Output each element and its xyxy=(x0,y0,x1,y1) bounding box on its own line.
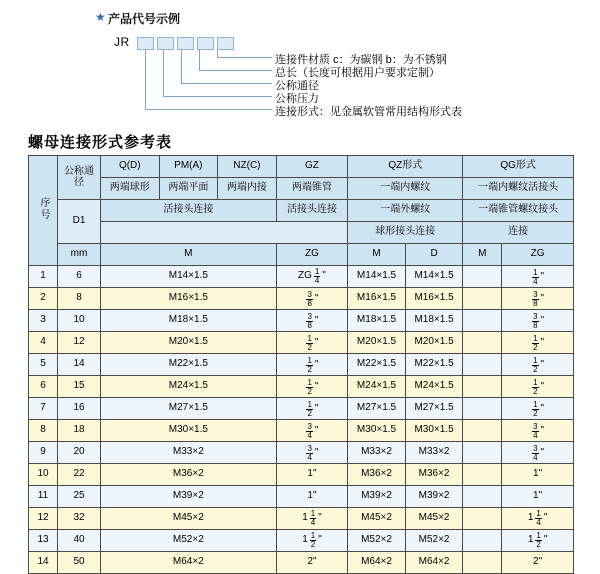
cell-qz-d: M27×1.5 xyxy=(405,398,463,420)
cell-nominal-diameter: 12 xyxy=(58,332,101,354)
cell-qg-zg: $\frac{3}{4}$ " xyxy=(502,420,574,442)
table-header-row-5 xyxy=(29,244,574,266)
cell-qg-m xyxy=(463,376,502,398)
legend-label-2: 总长（长度可根据用户要求定制） xyxy=(275,67,440,79)
cell-qz-m: M27×1.5 xyxy=(348,398,406,420)
cell-qg-m xyxy=(463,332,502,354)
cell-nominal-diameter: 20 xyxy=(58,442,101,464)
table-row xyxy=(29,354,574,376)
table-row xyxy=(29,552,574,574)
cell-gz-zg: 1" xyxy=(276,464,348,486)
header-qg-desc: 一端内螺纹活接头 xyxy=(463,178,574,200)
header-nominal-diameter: 公称通径 xyxy=(58,156,101,200)
table-row xyxy=(29,508,574,530)
table-row xyxy=(29,530,574,552)
cell-qg-zg: $\frac{1}{2}$ " xyxy=(502,354,574,376)
cell-gz-zg: 2" xyxy=(276,552,348,574)
cell-qg-m xyxy=(463,310,502,332)
cell-m-thread: M36×2 xyxy=(101,464,277,486)
header-qd-desc: 两端球形 xyxy=(101,178,160,200)
cell-gz-zg: $\frac{3}{8}$ " xyxy=(276,288,348,310)
cell-nominal-diameter: 10 xyxy=(58,310,101,332)
cell-qg-zg: $\frac{1}{2}$ " xyxy=(502,332,574,354)
cell-qg-m xyxy=(463,530,502,552)
cell-qz-d: M24×1.5 xyxy=(405,376,463,398)
cell-nominal-diameter: 8 xyxy=(58,288,101,310)
legend-label-3: 公称通径 xyxy=(275,80,319,92)
cell-qg-m xyxy=(463,486,502,508)
header-unit-qz-d: D xyxy=(405,244,463,266)
header-unit-qz-m: M xyxy=(348,244,406,266)
cell-qg-m xyxy=(463,398,502,420)
cell-m-thread: M22×1.5 xyxy=(101,354,277,376)
table-row xyxy=(29,486,574,508)
leader-h-2 xyxy=(199,70,272,71)
cell-qg-m xyxy=(463,420,502,442)
cell-qz-m: M64×2 xyxy=(348,552,406,574)
cell-m-thread: M18×1.5 xyxy=(101,310,277,332)
header-unit-qg-zg: ZG xyxy=(502,244,574,266)
table-row xyxy=(29,442,574,464)
header-qg-connect: 连接 xyxy=(463,222,574,244)
cell-nominal-diameter: 40 xyxy=(58,530,101,552)
cell-m-thread: M39×2 xyxy=(101,486,277,508)
leader-v-2 xyxy=(199,49,200,70)
leader-v-4 xyxy=(163,49,164,96)
cell-seq: 10 xyxy=(29,464,58,486)
cell-qz-m: M22×1.5 xyxy=(348,354,406,376)
table-row xyxy=(29,464,574,486)
leader-v-1 xyxy=(217,49,218,57)
cell-qz-d: M16×1.5 xyxy=(405,288,463,310)
cell-seq: 7 xyxy=(29,398,58,420)
cell-gz-zg: $\frac{1}{2}$ " xyxy=(276,376,348,398)
cell-qg-zg: 1 $\frac{1}{2}$ " xyxy=(502,530,574,552)
table-row xyxy=(29,266,574,288)
cell-seq: 8 xyxy=(29,420,58,442)
cell-nominal-diameter: 14 xyxy=(58,354,101,376)
cell-qg-zg: $\frac{3}{4}$ " xyxy=(502,442,574,464)
legend-title: 产品代号示例 xyxy=(108,12,181,26)
cell-m-thread: M52×2 xyxy=(101,530,277,552)
cell-qz-d: M36×2 xyxy=(405,464,463,486)
cell-qg-m xyxy=(463,552,502,574)
cell-m-thread: M33×2 xyxy=(101,442,277,464)
table-row xyxy=(29,398,574,420)
nut-connection-table xyxy=(28,155,574,574)
table-row xyxy=(29,288,574,310)
cell-seq: 3 xyxy=(29,310,58,332)
header-left-union: 活接头连接 xyxy=(101,200,277,222)
header-col-qd: Q(D) xyxy=(101,156,160,178)
table-header-row-2 xyxy=(29,178,574,200)
leader-v-3 xyxy=(181,49,182,83)
header-unit-mm: mm xyxy=(58,244,101,266)
cell-qz-d: M45×2 xyxy=(405,508,463,530)
cell-nominal-diameter: 15 xyxy=(58,376,101,398)
cell-nominal-diameter: 16 xyxy=(58,398,101,420)
cell-qz-m: M36×2 xyxy=(348,464,406,486)
cell-gz-zg: ZG $\frac{1}{4}$ " xyxy=(276,266,348,288)
product-code-legend xyxy=(0,0,600,128)
cell-gz-zg: $\frac{1}{2}$ " xyxy=(276,398,348,420)
cell-qg-zg: $\frac{3}{8}$ " xyxy=(502,288,574,310)
cell-nominal-diameter: 32 xyxy=(58,508,101,530)
cell-qg-zg: 1 $\frac{1}{4}$ " xyxy=(502,508,574,530)
cell-seq: 13 xyxy=(29,530,58,552)
cell-qz-m: M24×1.5 xyxy=(348,376,406,398)
cell-nominal-diameter: 50 xyxy=(58,552,101,574)
cell-nominal-diameter: 18 xyxy=(58,420,101,442)
cell-qg-m xyxy=(463,354,502,376)
cell-qg-zg: $\frac{1}{2}$ " xyxy=(502,398,574,420)
leader-h-4 xyxy=(163,96,272,97)
cell-qz-d: M14×1.5 xyxy=(405,266,463,288)
header-seq: 序号 xyxy=(29,156,58,266)
cell-seq: 9 xyxy=(29,442,58,464)
cell-qz-m: M33×2 xyxy=(348,442,406,464)
header-qg-taper-thread: 一端锥管螺纹接头 xyxy=(463,200,574,222)
header-d1-label: D1 xyxy=(58,200,101,244)
cell-qz-m: M30×1.5 xyxy=(348,420,406,442)
cell-qz-m: M20×1.5 xyxy=(348,332,406,354)
header-col-gz: GZ xyxy=(276,156,348,178)
cell-m-thread: M24×1.5 xyxy=(101,376,277,398)
cell-qz-d: M30×1.5 xyxy=(405,420,463,442)
table-row xyxy=(29,310,574,332)
legend-label-5: 连接形式：见金属软管常用结构形式表 xyxy=(275,106,462,118)
header-unit-m: M xyxy=(101,244,277,266)
cell-qz-m: M45×2 xyxy=(348,508,406,530)
cell-m-thread: M14×1.5 xyxy=(101,266,277,288)
cell-qg-zg: $\frac{3}{8}$ " xyxy=(502,310,574,332)
cell-qz-m: M39×2 xyxy=(348,486,406,508)
cell-qz-d: M22×1.5 xyxy=(405,354,463,376)
cell-qg-zg: 1" xyxy=(502,464,574,486)
cell-qz-d: M52×2 xyxy=(405,530,463,552)
cell-gz-zg: $\frac{1}{2}$ " xyxy=(276,354,348,376)
cell-nominal-diameter: 6 xyxy=(58,266,101,288)
cell-nominal-diameter: 25 xyxy=(58,486,101,508)
cell-qg-zg: $\frac{1}{4}$ " xyxy=(502,266,574,288)
cell-qg-zg: 2" xyxy=(502,552,574,574)
cell-m-thread: M30×1.5 xyxy=(101,420,277,442)
leader-h-1 xyxy=(217,57,272,58)
cell-qz-m: M52×2 xyxy=(348,530,406,552)
cell-gz-zg: 1 $\frac{1}{4}$ " xyxy=(276,508,348,530)
cell-seq: 1 xyxy=(29,266,58,288)
cell-qz-d: M39×2 xyxy=(405,486,463,508)
cell-qz-m: M16×1.5 xyxy=(348,288,406,310)
header-col-nzc: NZ(C) xyxy=(218,156,277,178)
cell-m-thread: M64×2 xyxy=(101,552,277,574)
code-box-3 xyxy=(177,37,194,50)
cell-m-thread: M27×1.5 xyxy=(101,398,277,420)
cell-seq: 5 xyxy=(29,354,58,376)
cell-qz-d: M18×1.5 xyxy=(405,310,463,332)
cell-m-thread: M45×2 xyxy=(101,508,277,530)
header-qz-desc: 一端内螺纹 xyxy=(348,178,463,200)
cell-qg-zg: $\frac{1}{2}$ " xyxy=(502,376,574,398)
cell-gz-zg: $\frac{1}{2}$ " xyxy=(276,332,348,354)
cell-qz-m: M18×1.5 xyxy=(348,310,406,332)
cell-seq: 2 xyxy=(29,288,58,310)
star-icon: ★ xyxy=(95,10,106,24)
cell-qg-zg: 1" xyxy=(502,486,574,508)
cell-gz-zg: 1" xyxy=(276,486,348,508)
cell-qz-m: M14×1.5 xyxy=(348,266,406,288)
cell-seq: 12 xyxy=(29,508,58,530)
leader-h-3 xyxy=(181,83,272,84)
leader-h-5 xyxy=(145,109,272,110)
cell-qg-m xyxy=(463,266,502,288)
cell-qg-m xyxy=(463,288,502,310)
cell-seq: 14 xyxy=(29,552,58,574)
header-col-qg: QG形式 xyxy=(463,156,574,178)
cell-gz-zg: 1 $\frac{1}{2}$ " xyxy=(276,530,348,552)
leader-v-5 xyxy=(145,49,146,109)
cell-qg-m xyxy=(463,508,502,530)
code-box-5 xyxy=(217,37,234,50)
cell-nominal-diameter: 22 xyxy=(58,464,101,486)
header-nzc-desc: 两端内接 xyxy=(218,178,277,200)
cell-seq: 6 xyxy=(29,376,58,398)
code-box-2 xyxy=(157,37,174,50)
header-unit-qg-m: M xyxy=(463,244,502,266)
table-header-row-3 xyxy=(29,200,574,222)
cell-seq: 4 xyxy=(29,332,58,354)
header-gz-union: 活接头连接 xyxy=(276,200,348,222)
header-qz-outer-thread: 一端外螺纹 xyxy=(348,200,463,222)
cell-seq: 11 xyxy=(29,486,58,508)
legend-label-4: 公称压力 xyxy=(275,93,319,105)
table-header-row-1 xyxy=(29,156,574,178)
table-row xyxy=(29,332,574,354)
cell-qz-d: M64×2 xyxy=(405,552,463,574)
cell-gz-zg: $\frac{3}{8}$ " xyxy=(276,310,348,332)
cell-gz-zg: $\frac{3}{4}$ " xyxy=(276,420,348,442)
header-gz-desc: 两端锥管 xyxy=(276,178,348,200)
header-col-pma: PM(A) xyxy=(159,156,218,178)
cell-qz-d: M33×2 xyxy=(405,442,463,464)
cell-qz-d: M20×1.5 xyxy=(405,332,463,354)
section-title: 螺母连接形式参考表 xyxy=(28,134,173,151)
table-row xyxy=(29,376,574,398)
cell-gz-zg: $\frac{3}{4}$ " xyxy=(276,442,348,464)
header-col-qz: QZ形式 xyxy=(348,156,463,178)
header-blank-left xyxy=(101,222,348,244)
header-unit-zg: ZG xyxy=(276,244,348,266)
cell-qg-m xyxy=(463,464,502,486)
table-row xyxy=(29,420,574,442)
code-boxes xyxy=(137,37,234,50)
header-pma-desc: 两端平面 xyxy=(159,178,218,200)
legend-label-1: 连接件材质 c：为碳钢 b：为不锈钢 xyxy=(275,54,447,66)
table-header-row-4 xyxy=(29,222,574,244)
cell-m-thread: M20×1.5 xyxy=(101,332,277,354)
cell-qg-m xyxy=(463,442,502,464)
header-qz-ball-joint: 球形接头连接 xyxy=(348,222,463,244)
code-prefix: JR xyxy=(114,35,130,49)
cell-m-thread: M16×1.5 xyxy=(101,288,277,310)
